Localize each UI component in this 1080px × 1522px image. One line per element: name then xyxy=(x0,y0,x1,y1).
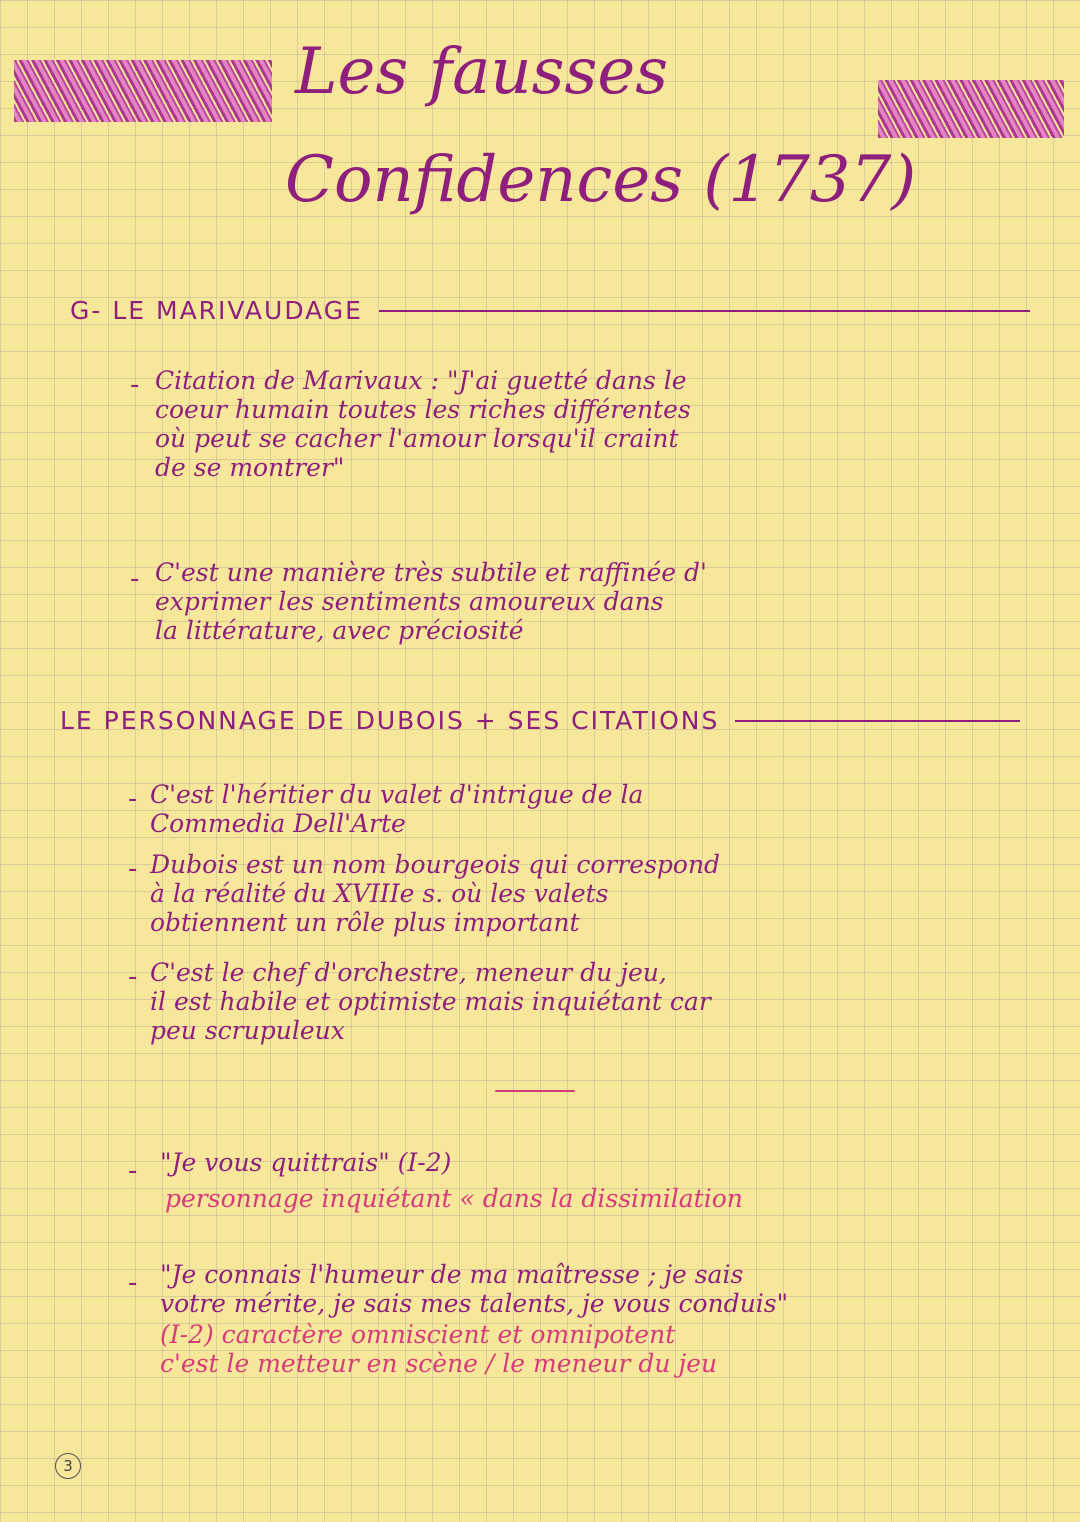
quote-2 xyxy=(160,1260,1040,1318)
text-line: où peut se cacher l'amour lorsqu'il craint xyxy=(155,424,679,453)
text-line: coeur humain toutes les riches différentes xyxy=(155,395,691,424)
text-line: la littérature, avec préciosité xyxy=(155,616,524,645)
text-line: peu scrupuleux xyxy=(150,1016,345,1045)
bullet-dash: - xyxy=(130,564,140,594)
bullet-dash: - xyxy=(128,854,138,884)
text-line: Dubois est un nom bourgeois qui correspond xyxy=(150,850,721,879)
title-line-1: Les fausses xyxy=(295,35,669,109)
dubois-heritage xyxy=(150,780,1020,838)
quote-2-analysis xyxy=(160,1320,1040,1378)
quote-text: votre mérite, je sais mes talents, je vous conduis" xyxy=(160,1289,789,1318)
text-line: C'est une manière très subtile et raffinée d' xyxy=(155,558,707,587)
text-line: exprimer les sentiments amoureux dans xyxy=(155,587,664,616)
text-line: C'est l'héritier du valet d'intrigue de la xyxy=(150,780,644,809)
quote-1 xyxy=(160,1148,1020,1177)
text-line: Commedia Dell'Arte xyxy=(150,809,406,838)
dubois-role xyxy=(150,958,1020,1045)
text-line: obtiennent un rôle plus important xyxy=(150,908,580,937)
bullet-dash: - xyxy=(128,962,138,992)
heading-rule xyxy=(379,310,1030,312)
page-number: 3 xyxy=(55,1453,81,1479)
marivaux-quote xyxy=(155,366,1025,482)
section-heading-text: G- LE MARIVAUDAGE xyxy=(70,296,363,325)
hatch-decoration-left xyxy=(14,60,272,122)
section-heading-marivaudage xyxy=(70,296,1030,325)
text-line: il est habile et optimiste mais inquiétant car xyxy=(150,987,711,1016)
bullet-dash: - xyxy=(128,784,138,814)
bullet-dash: - xyxy=(128,1268,138,1298)
page-title-line-2 xyxy=(285,143,917,217)
text-line: à la réalité du XVIIIe s. où les valets xyxy=(150,879,609,908)
bullet-dash: - xyxy=(130,370,140,400)
section-heading-text: LE PERSONNAGE DE DUBOIS + SES CITATIONS xyxy=(60,706,720,735)
hatch-decoration-right xyxy=(878,80,1064,138)
dubois-name-meaning xyxy=(150,850,1020,937)
page-title xyxy=(285,35,845,109)
marivaudage-definition xyxy=(155,558,1025,645)
text-line: Citation de Marivaux : "J'ai guetté dans le xyxy=(155,366,687,395)
quote-text: "Je connais l'humeur de ma maîtresse ; je sais xyxy=(160,1260,744,1289)
section-heading-dubois xyxy=(60,706,1020,735)
bullet-dash: - xyxy=(128,1156,138,1186)
quote-1-analysis xyxy=(165,1184,1025,1213)
text-line: C'est le chef d'orchestre, meneur du jeu, xyxy=(150,958,667,987)
analysis-line: (I-2) caractère omniscient et omnipotent xyxy=(160,1320,676,1349)
text-line: de se montrer" xyxy=(155,453,345,482)
analysis-line: c'est le metteur en scène / le meneur du jeu xyxy=(160,1349,718,1378)
analysis-line: personnage inquiétant « dans la dissimilation xyxy=(165,1184,743,1213)
quote-text: "Je vous quittrais" (I-2) xyxy=(160,1148,452,1177)
title-line-2: Confidences (1737) xyxy=(285,143,917,217)
divider xyxy=(495,1090,575,1092)
heading-rule xyxy=(735,720,1020,722)
